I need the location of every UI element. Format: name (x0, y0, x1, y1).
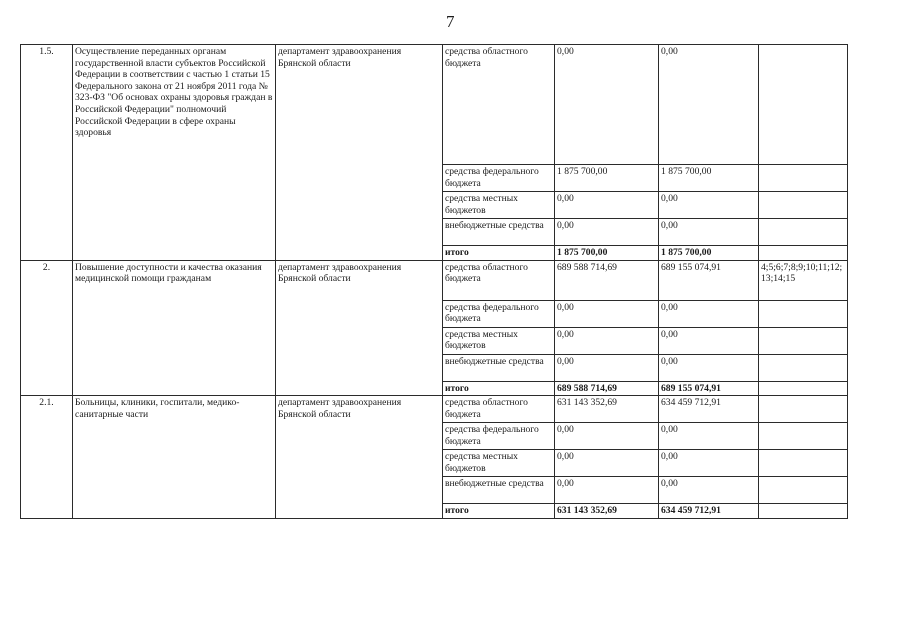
item-number-cell: 2. (21, 260, 73, 396)
indicators-cell (759, 327, 848, 354)
funding-source-cell: средства местных бюджетов (443, 450, 555, 477)
amount-cell-2: 0,00 (659, 450, 759, 477)
amount-cell-1: 1 875 700,00 (555, 246, 659, 261)
amount-cell-1: 0,00 (555, 423, 659, 450)
amount-cell-2: 1 875 700,00 (659, 246, 759, 261)
item-name-cell: Повышение доступности и качества оказания медицинской помощи гражданам (73, 260, 276, 396)
amount-cell-1: 0,00 (555, 477, 659, 504)
executor-cell: департамент здравоохранения Брянской области (276, 260, 443, 396)
funding-source-cell: итого (443, 504, 555, 519)
funding-source-cell: внебюджетные средства (443, 477, 555, 504)
amount-cell-1: 0,00 (555, 300, 659, 327)
document-sheet (20, 44, 848, 519)
funding-source-cell: внебюджетные средства (443, 219, 555, 246)
item-name-cell: Осуществление переданных органам государственной власти субъектов Российской Федерации в соответствии с частью 1 статьи 15 Федерального закона от 21 ноября 2011 года № 323-ФЗ "Об основах охраны здоровья граждан в Российской Федерации" полномочий Российской Федерации в сфере охраны здоровья (73, 45, 276, 261)
item-number-cell: 1.5. (21, 45, 73, 261)
funding-source-cell: средства областного бюджета (443, 45, 555, 165)
amount-cell-2: 689 155 074,91 (659, 381, 759, 396)
amount-cell-1: 0,00 (555, 45, 659, 165)
executor-cell: департамент здравоохранения Брянской области (276, 45, 443, 261)
amount-cell-2: 634 459 712,91 (659, 396, 759, 423)
funding-source-cell: средства областного бюджета (443, 260, 555, 300)
indicators-cell: 4;5;6;7;8;9;10;11;12;13;14;15 (759, 260, 848, 300)
item-number-cell: 2.1. (21, 396, 73, 519)
funding-source-cell: средства федерального бюджета (443, 300, 555, 327)
amount-cell-2: 0,00 (659, 477, 759, 504)
amount-cell-1: 0,00 (555, 450, 659, 477)
amount-cell-1: 1 875 700,00 (555, 165, 659, 192)
item-name-cell: Больницы, клиники, госпитали, медико-санитарные части (73, 396, 276, 519)
table-row (21, 260, 848, 300)
budget-table (20, 44, 848, 519)
indicators-cell (759, 219, 848, 246)
amount-cell-2: 0,00 (659, 327, 759, 354)
executor-cell: департамент здравоохранения Брянской области (276, 396, 443, 519)
funding-source-cell: итого (443, 246, 555, 261)
indicators-cell (759, 381, 848, 396)
amount-cell-2: 634 459 712,91 (659, 504, 759, 519)
indicators-cell (759, 192, 848, 219)
funding-source-cell: внебюджетные средства (443, 354, 555, 381)
indicators-cell (759, 423, 848, 450)
amount-cell-2: 0,00 (659, 300, 759, 327)
funding-source-cell: итого (443, 381, 555, 396)
indicators-cell (759, 450, 848, 477)
amount-cell-2: 0,00 (659, 423, 759, 450)
amount-cell-1: 0,00 (555, 354, 659, 381)
page-number: 7 (446, 12, 455, 31)
indicators-cell (759, 45, 848, 165)
table-body (21, 45, 848, 519)
indicators-cell (759, 504, 848, 519)
amount-cell-2: 0,00 (659, 192, 759, 219)
amount-cell-2: 0,00 (659, 354, 759, 381)
indicators-cell (759, 300, 848, 327)
amount-cell-1: 631 143 352,69 (555, 396, 659, 423)
funding-source-cell: средства областного бюджета (443, 396, 555, 423)
funding-source-cell: средства местных бюджетов (443, 327, 555, 354)
amount-cell-2: 689 155 074,91 (659, 260, 759, 300)
amount-cell-2: 1 875 700,00 (659, 165, 759, 192)
indicators-cell (759, 165, 848, 192)
indicators-cell (759, 246, 848, 261)
amount-cell-1: 0,00 (555, 327, 659, 354)
amount-cell-2: 0,00 (659, 45, 759, 165)
indicators-cell (759, 477, 848, 504)
funding-source-cell: средства федерального бюджета (443, 423, 555, 450)
amount-cell-1: 689 588 714,69 (555, 381, 659, 396)
indicators-cell (759, 354, 848, 381)
amount-cell-1: 689 588 714,69 (555, 260, 659, 300)
amount-cell-2: 0,00 (659, 219, 759, 246)
funding-source-cell: средства местных бюджетов (443, 192, 555, 219)
amount-cell-1: 0,00 (555, 219, 659, 246)
amount-cell-1: 631 143 352,69 (555, 504, 659, 519)
funding-source-cell: средства федерального бюджета (443, 165, 555, 192)
table-row (21, 396, 848, 423)
table-row (21, 45, 848, 165)
amount-cell-1: 0,00 (555, 192, 659, 219)
indicators-cell (759, 396, 848, 423)
